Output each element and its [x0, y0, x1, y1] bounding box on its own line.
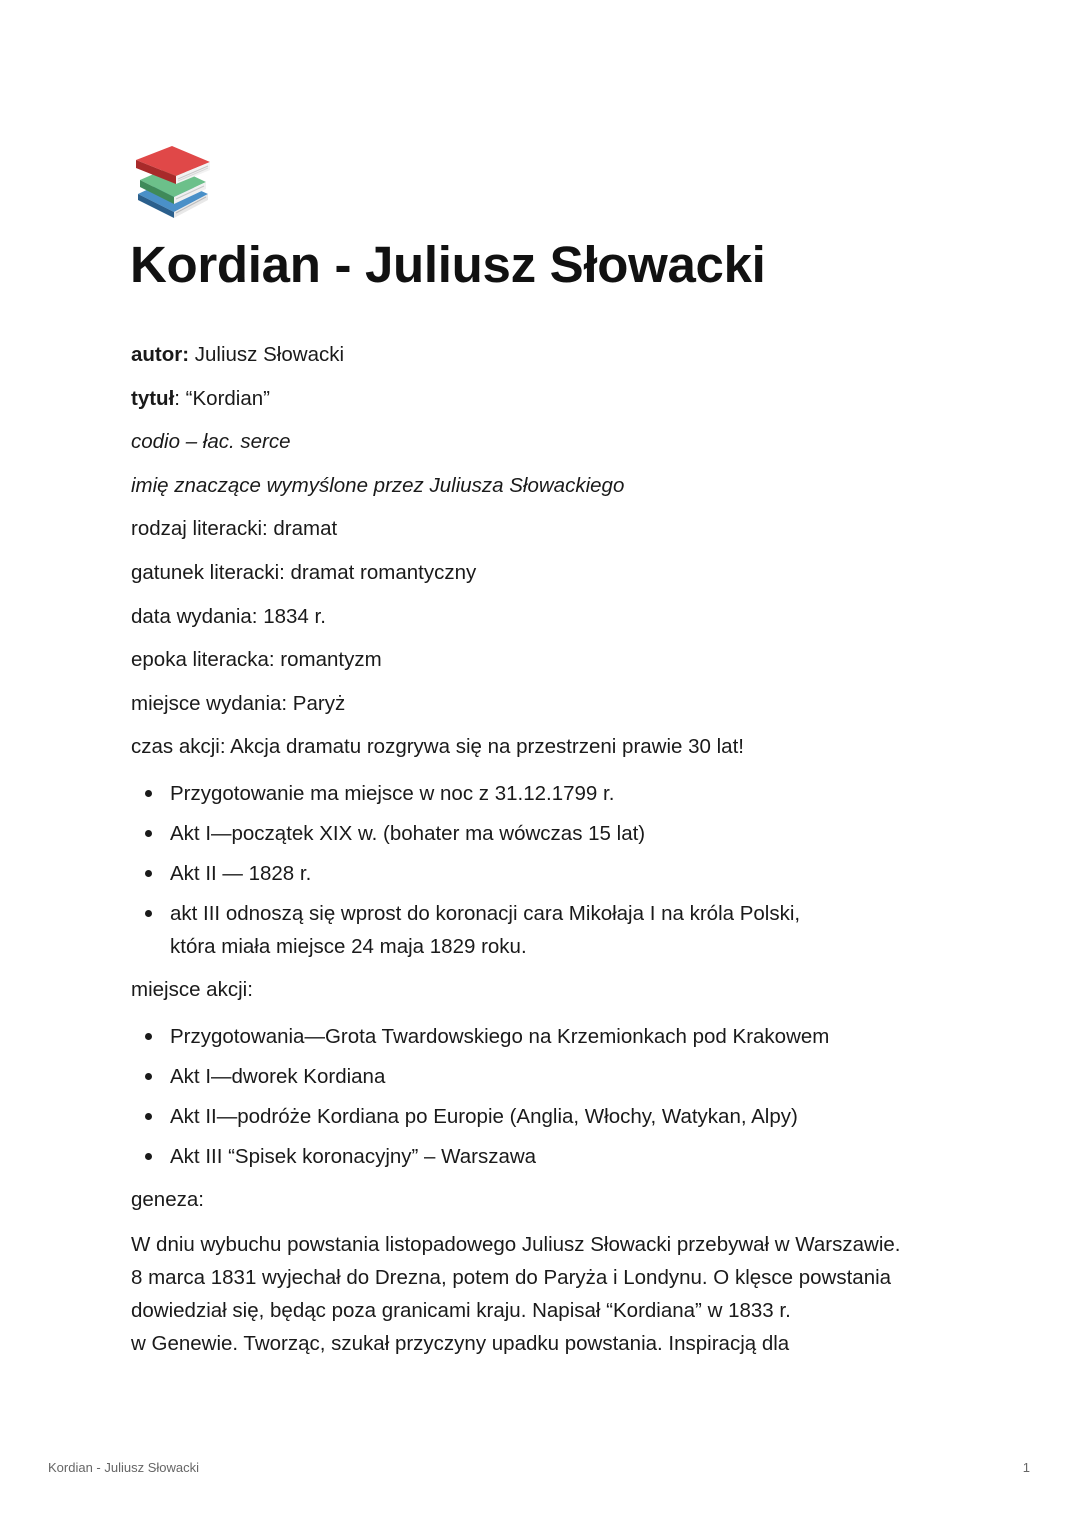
page-number: 1: [1022, 1460, 1030, 1475]
page-title: Kordian - Juliusz Słowacki: [130, 236, 766, 293]
title-value: : “Kordian”: [174, 386, 270, 410]
title-label: tytuł: [131, 386, 175, 410]
list-item: Akt II—podróże Kordiana po Europie (Anglia, Włochy, Watykan, Alpy): [131, 1100, 961, 1133]
kind-line: rodzaj literacki: dramat: [131, 517, 338, 541]
time-line: czas akcji: Akcja dramatu rozgrywa się na przestrzeni prawie 30 lat!: [131, 735, 744, 759]
list-item: Przygotowanie ma miejsce w noc z 31.12.1799 r.: [131, 777, 961, 810]
list-item: Akt I—początek XIX w. (bohater ma wówczas 15 lat): [131, 817, 961, 850]
date-line: data wydania: 1834 r.: [131, 604, 326, 628]
author-label: autor:: [131, 343, 190, 366]
bullet-icon: [145, 910, 152, 917]
footer-title: Kordian - Juliusz Słowacki: [48, 1460, 200, 1475]
list-item: Akt I—dworek Kordiana: [131, 1060, 961, 1093]
bullet-icon: [145, 1033, 152, 1040]
genesis-heading: geneza:: [131, 1187, 204, 1211]
bullet-icon: [145, 790, 152, 797]
meaning-line: imię znaczące wymyślone przez Juliusza Słowackiego: [131, 473, 625, 497]
bullet-icon: [145, 1073, 152, 1080]
list-item: akt III odnoszą się wprost do koronacji cara Mikołaja I na króla Polski, która miała miejsce 24 maja 1829 roku.: [131, 897, 961, 963]
bullet-icon: [145, 1153, 152, 1160]
document-body: [131, 334, 961, 1360]
title-line: [131, 378, 961, 422]
place-heading: miejsce akcji:: [131, 977, 253, 1001]
time-list: [131, 777, 961, 963]
genesis-paragraph: W dniu wybuchu powstania listopadowego Juliusz Słowacki przebywał w Warszawie. 8 marca 1831 wyjechał do Drezna, potem do Paryża i Londynu. O klęsce powstania dowiedział się, będąc poza granicami kraju. Napisał “Kordiana” w 1833 r. w Genewie. Tworząc, szukał przyczyny upadku powstania. Inspiracją dla: [131, 1233, 901, 1356]
genre-line: gatunek literacki: dramat romantyczny: [131, 560, 477, 584]
list-item: Przygotowania—Grota Twardowskiego na Krzemionkach pod Krakowem: [131, 1020, 961, 1053]
codio-line: codio – łac. serce: [131, 430, 291, 454]
bullet-icon: [145, 1113, 152, 1120]
books-icon: [132, 142, 212, 218]
bullet-icon: [145, 830, 152, 837]
bullet-icon: [145, 870, 152, 877]
author-line: [131, 334, 961, 378]
place-line: miejsce wydania: Paryż: [131, 691, 346, 715]
author-value: Juliusz Słowacki: [189, 343, 345, 366]
list-item: Akt II — 1828 r.: [131, 857, 961, 890]
epoch-line: epoka literacka: romantyzm: [131, 648, 382, 672]
place-list: [131, 1020, 961, 1173]
list-item: Akt III “Spisek koronacyjny” – Warszawa: [131, 1140, 961, 1173]
